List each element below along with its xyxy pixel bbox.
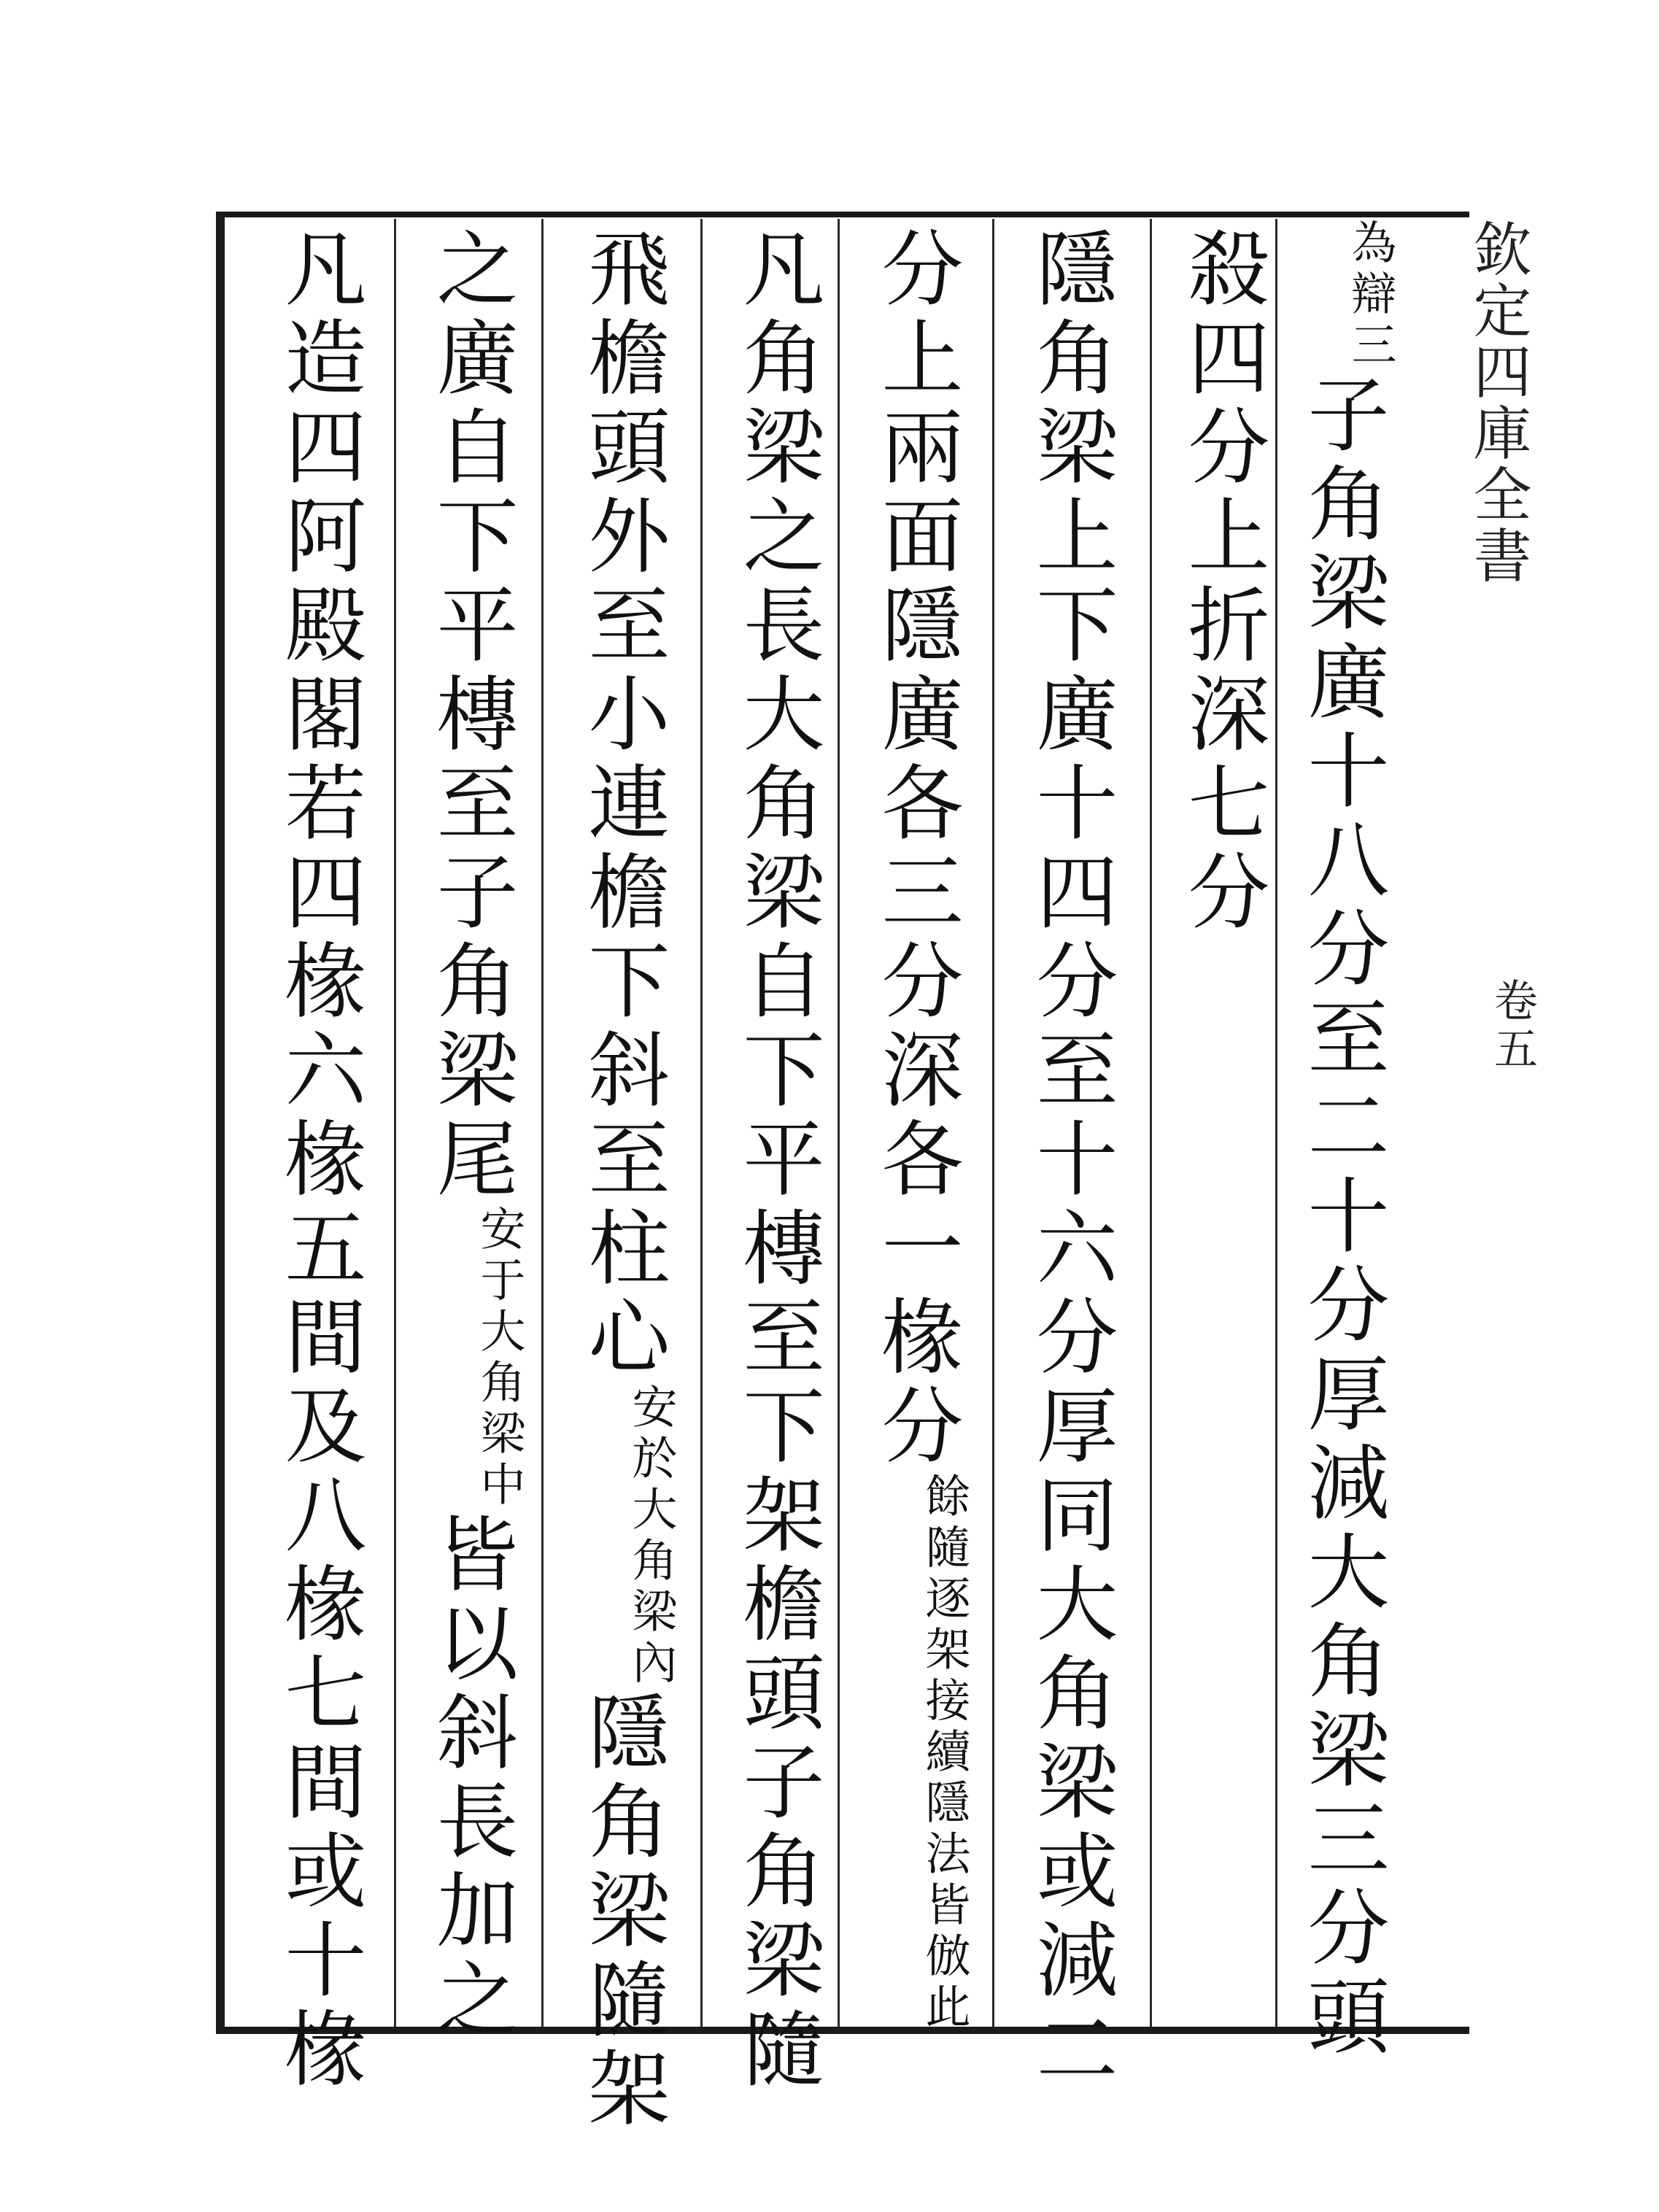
column-rule [541,219,544,2027]
column-text: 之廣自下平槫至子角梁尾 [423,226,518,1205]
text-column-6 [568,226,677,2135]
column-rule [394,219,396,2027]
interlinear-note-left: 角梁中 [473,1358,526,1512]
interlinear-note-left: 隱法皆倣此 [918,1779,971,2034]
column-text: 飛檐頭外至小連檐下斜至柱心 [575,226,670,1383]
column-text-after: 隱角梁隨架 [575,1690,670,2135]
volume-label: 卷五 [1487,978,1538,1074]
column-text: 凡角梁之長大角梁自下平槫至下架檐頭子角梁隨 [730,226,824,2095]
print-block-frame [216,212,1469,2034]
interlinear-note-left: 角梁內 [624,1536,678,1690]
book-title: 欽定四庫全書 [1463,219,1531,587]
column-rule [700,219,703,2027]
page-margin [1463,219,1539,2028]
column-text: 分上兩面隱廣各三分深各一椽分 [868,226,963,1472]
text-column-1 [1287,219,1396,2063]
interlinear-note-right: 安于大 [473,1205,526,1358]
text-column-3 [1016,226,1125,2095]
text-column-7 [416,226,525,2046]
column-rule [1150,219,1152,2027]
text-column-8 [264,226,374,2095]
text-column-4 [861,226,970,2034]
column-text: 殺四分上折深七分 [1175,226,1269,938]
interlinear-note-right: 安於大 [624,1383,678,1536]
column-rule [838,219,840,2027]
interlinear-note-right: 餘隨逐架接續 [918,1472,971,1779]
text-column-2 [1167,226,1277,938]
column-rule [992,219,994,2027]
column-text-after: 皆以斜長加之 [423,1512,518,2046]
interlinear-note: 為辯三 [1344,219,1397,372]
column-text: 隱角梁上下廣十四分至十六分厚同大角梁或減二 [1023,226,1118,2095]
text-column-5 [722,226,832,2095]
column-text: 凡造四阿殿閣若四椽六椽五間及八椽七間或十椽 [271,226,366,2095]
column-text: 子角梁廣十八分至二十分厚減大角梁三分頭 [1294,372,1389,2063]
